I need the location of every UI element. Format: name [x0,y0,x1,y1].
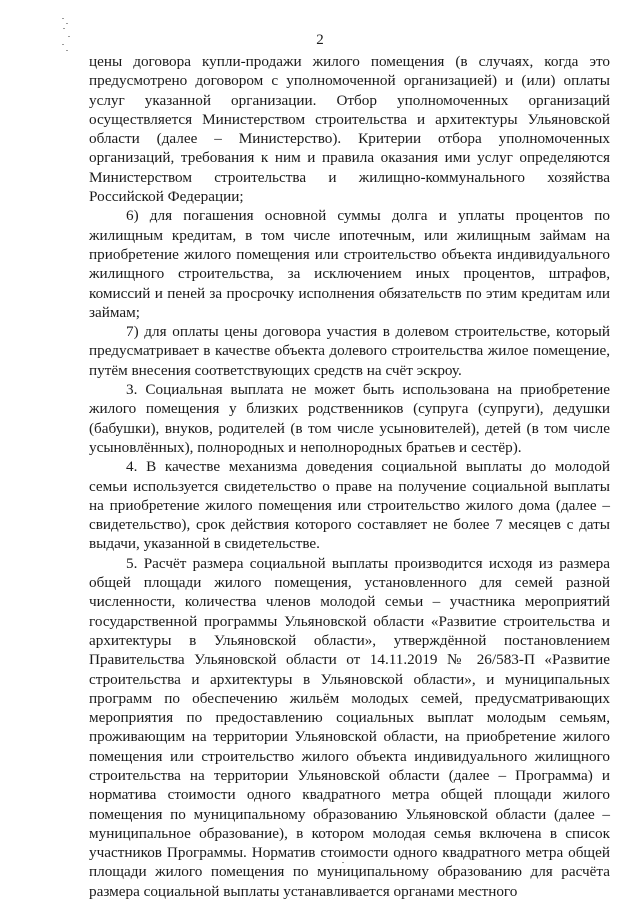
paragraph-item-6: 6) для погашения основной суммы долга и уплаты процентов по жилищным кредитам, в том числе ипотечным, или жилищным займам на приобретение жилого помещения или строительство объекта индивидуального жилищного строительства, за исключением иных процентов, штрафов, комиссий и пеней за просрочку исполнения обязательств по этим кредитам или займам; [89,207,610,321]
scan-artifact [62,18,64,19]
paragraph-clause-3: 3. Социальная выплата не может быть использована на приобретение жилого помещения у близких родственников (супруга (супруги), дедушки (бабушки), внуков, родителей (в том числе усыновителей), детей (в том числе усыновлённых), полнородных и неполнородных братьев и сестёр). [89,381,610,456]
paragraph-continuation: цены договора купли-продажи жилого помещения (в случаях, когда это предусмотрено договором с уполномоченной организацией) и (или) оплаты услуг указанной организации. Отбор уполномоченных организаций осуществляется Министерством строительства и архитектуры Ульяновской области (далее – Министерство). Критерии отбора уполномоченных организаций, требования к ним и правила оказания ими услуг определяются Министерством строительства и жилищно-коммунального хозяйства Российской Федерации; [89,53,610,206]
page-number: 2 [316,32,324,48]
scan-artifact [66,23,68,24]
paragraph-clause-4: 4. В качестве механизма доведения социальной выплаты до молодой семьи используется свидетельство о праве на получение социальной выплаты на приобретение жилого помещения или строительство жилого дома (далее – свидетельство), срок действия которого составляет не более 7 месяцев с даты выдачи, указанной в свидетельстве. [89,458,610,553]
paragraph-clause-5: 5. Расчёт размера социальной выплаты производится исходя из размера общей площади жилого помещения, установленного для семей разной численности, количества членов молодой семьи – участника мероприятий государственной программы Ульяновской области «Развитие строительства и архитектуры в Ульяновской области», утверждённой постановлением Правительства Ульяновской области от 14.11.2019 № 26/583-П «Развитие строительства и архитектуры в Ульяновской области», и муниципальных программ по обеспечению жильём молодых семей, предусматривающих мероприятия по предоставлению социальных выплат молодым семьям, проживающим на территории Ульяновской области, на приобретение жилого помещения или строительство жилого объекта индивидуального жилищного строительства на территории Ульяновской области (далее – Программа) и норматива стоимости одного квадратного метра общей площади жилого помещения по муниципальному образованию Ульяновской области (далее – муниципальное образование), в котором молодая семья включена в список участников Программы. Норматив стоимости одного квадратного метра общей площади жилого помещения по муниципальному образованию для расчёта размера социальной выплаты устанавливается органами местного [89,554,610,900]
scan-artifact [63,28,65,29]
paragraph-item-7: 7) для оплаты цены договора участия в долевом строительстве, который предусматривает в качестве объекта долевого строительства жилое помещение, путём внесения соответствующих средств на счёт эскроу. [89,323,610,379]
scan-artifact [66,50,68,51]
document-body [89,52,610,901]
